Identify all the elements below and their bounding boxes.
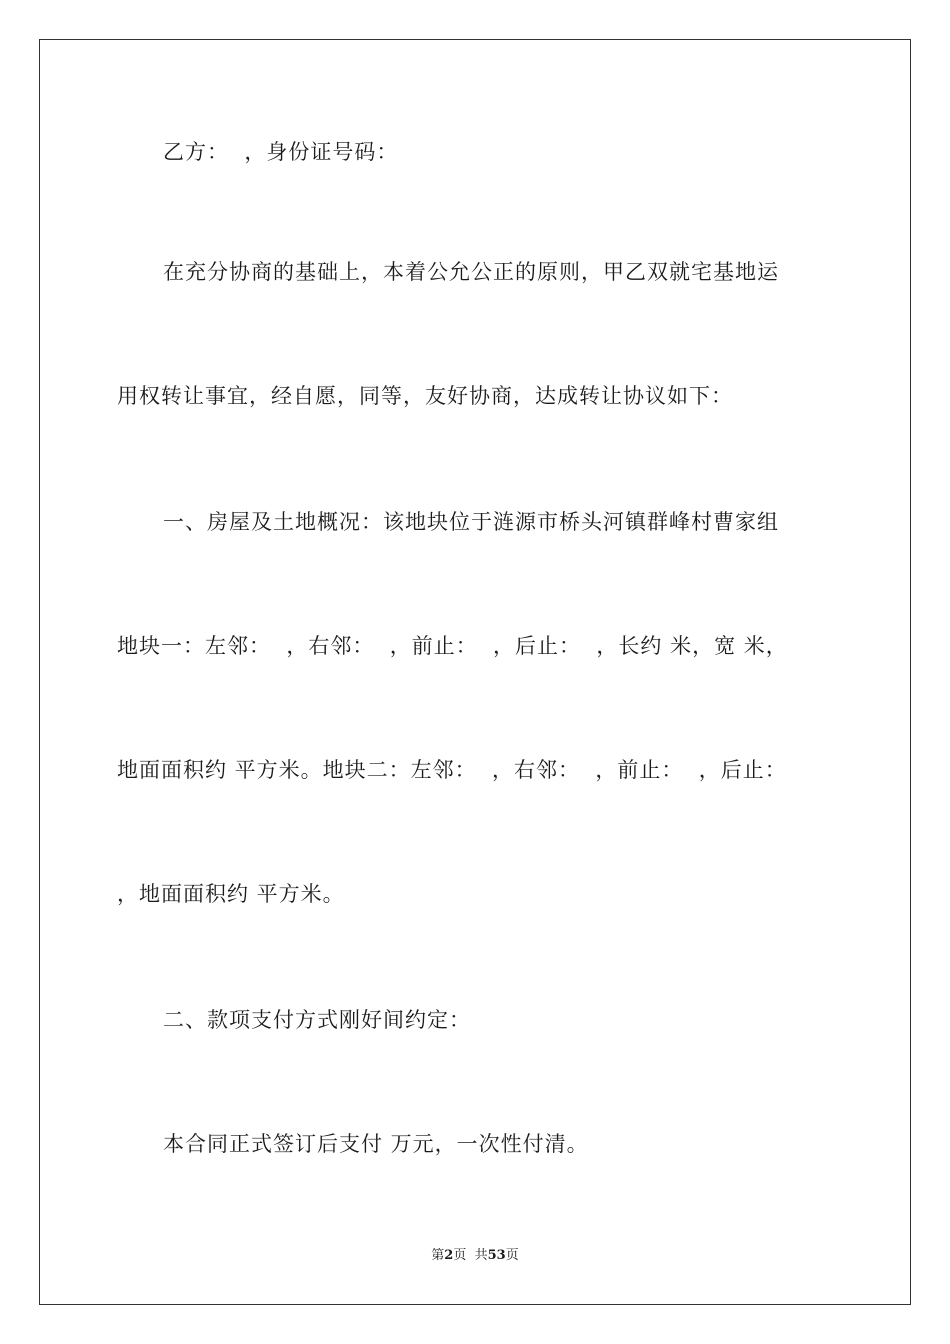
payment-line: 本合同正式签订后支付 万元，一次性付清。: [163, 1132, 589, 1156]
preamble-line-1: 在充分协商的基础上，本着公允公正的原则，甲乙双就宅基地运: [163, 260, 779, 284]
section-1-heading-line: 一、房屋及土地概况：该地块位于涟源市桥头河镇群峰村曹家组: [163, 510, 779, 534]
footer-prefix: 第: [431, 1248, 445, 1263]
plot-2-line: 地面面积约 平方米。地块二：左邻： ，右邻： ，前止： ，后止：: [117, 758, 787, 782]
page-border: [39, 39, 911, 1305]
section-2-heading-line: 二、款项支付方式刚好间约定：: [163, 1008, 471, 1032]
current-page-number: 2: [444, 1248, 454, 1263]
total-page-number: 53: [487, 1248, 506, 1263]
party-b-line: 乙方： ，身份证号码：: [163, 140, 399, 164]
area-line: ，地面面积约 平方米。: [117, 882, 345, 906]
preamble-line-2: 用权转让事宜，经自愿，同等，友好协商，达成转让协议如下：: [117, 384, 733, 408]
footer-suffix: 页: [505, 1248, 519, 1263]
footer-mid: 页 共: [453, 1248, 488, 1263]
plot-1-line: 地块一：左邻： ，右邻： ，前止： ，后止： ，长约 米，宽 米，: [117, 634, 788, 658]
page-number-footer: [0, 1247, 950, 1265]
